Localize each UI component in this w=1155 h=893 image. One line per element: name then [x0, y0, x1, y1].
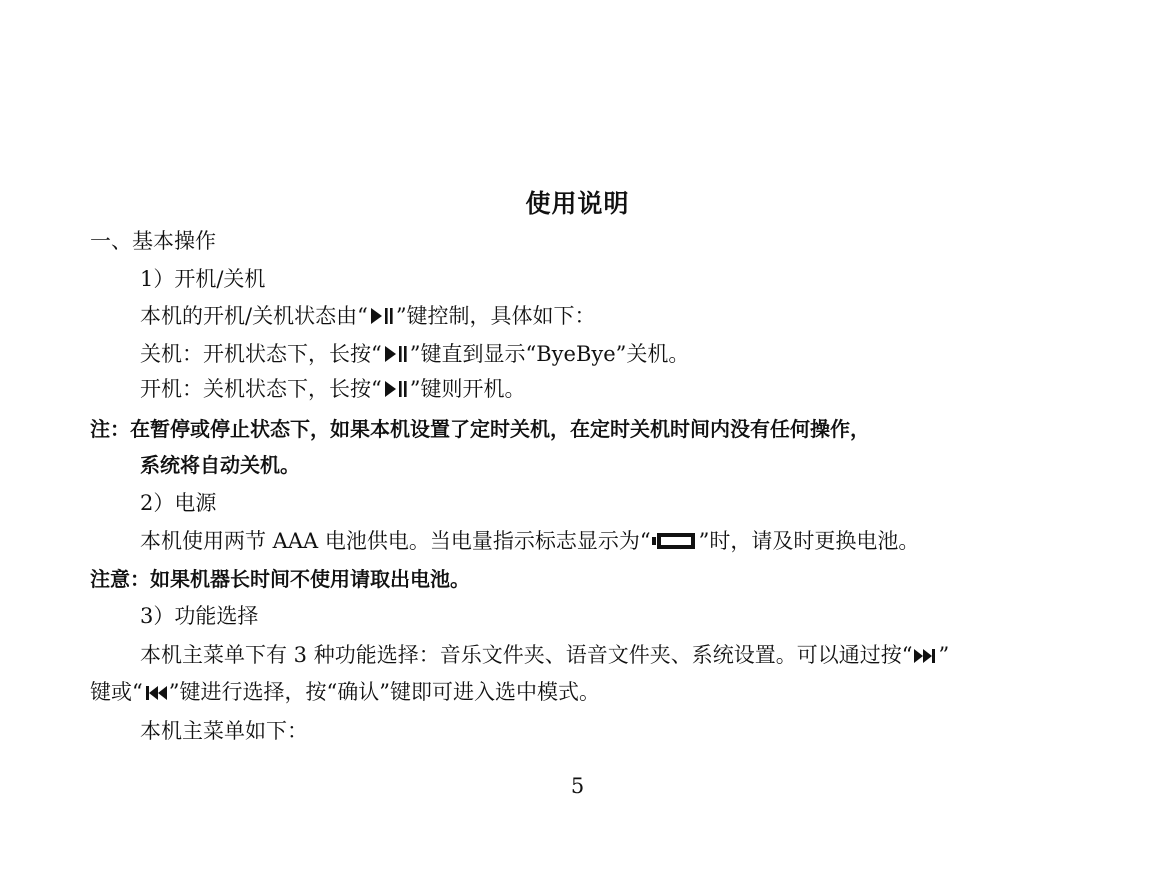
paragraph-text: 本机主菜单下有 3 种功能选择：音乐文件夹、语音文件夹、系统设置。可以通过按“: [140, 643, 913, 667]
play-pause-icon: [383, 344, 409, 364]
paragraph-text: ”时，请及时更换电池。: [698, 529, 920, 553]
paragraph-text: 键或“: [90, 680, 143, 704]
paragraph-battery: [140, 526, 919, 556]
note-remove-battery: 注意：如果机器长时间不使用请取出电池。: [90, 567, 470, 591]
note-auto-shutdown-line2: 系统将自动关机。: [140, 453, 300, 477]
paragraph-selection: [90, 677, 600, 707]
paragraph-startup: [140, 374, 526, 404]
play-pause-icon: [383, 379, 409, 399]
next-track-icon: [913, 647, 937, 665]
paragraph-main-menu-intro: 本机主菜单如下：: [140, 719, 308, 743]
paragraph-text: ”键进行选择，按“确认”键即可进入选中模式。: [168, 680, 600, 704]
paragraph-text: ”: [938, 643, 950, 667]
paragraph-text: ”键则开机。: [409, 377, 526, 401]
section-heading-basic-operation: 一、基本操作: [90, 229, 216, 253]
page-title: 使用说明: [525, 189, 630, 218]
subheading-power-supply: 2）电源: [140, 491, 217, 515]
paragraph-text: 本机的开机/关机状态由“: [140, 304, 368, 328]
paragraph-text: 关机：开机状态下，长按“: [140, 342, 382, 366]
subheading-function-select: 3）功能选择: [140, 604, 259, 628]
paragraph-main-menu-functions: [140, 640, 949, 670]
paragraph-text: ”键控制，具体如下：: [395, 304, 596, 328]
paragraph-power-control: [140, 301, 596, 331]
paragraph-text: ”键直到显示“ByeBye”关机。: [409, 342, 690, 366]
note-auto-shutdown-line1: 注：在暂停或停止状态下，如果本机设置了定时关机，在定时关机时间内没有任何操作，: [90, 417, 870, 441]
previous-track-icon: [144, 684, 168, 702]
paragraph-text: 开机：关机状态下，长按“: [140, 377, 382, 401]
paragraph-text: 本机使用两节 AAA 电池供电。当电量指示标志显示为“: [140, 529, 651, 553]
battery-empty-icon: [652, 531, 698, 551]
paragraph-shutdown: [140, 339, 689, 369]
page-number: 5: [570, 774, 585, 798]
subheading-power-on-off: 1）开机/关机: [140, 267, 266, 291]
play-pause-icon: [369, 306, 395, 326]
